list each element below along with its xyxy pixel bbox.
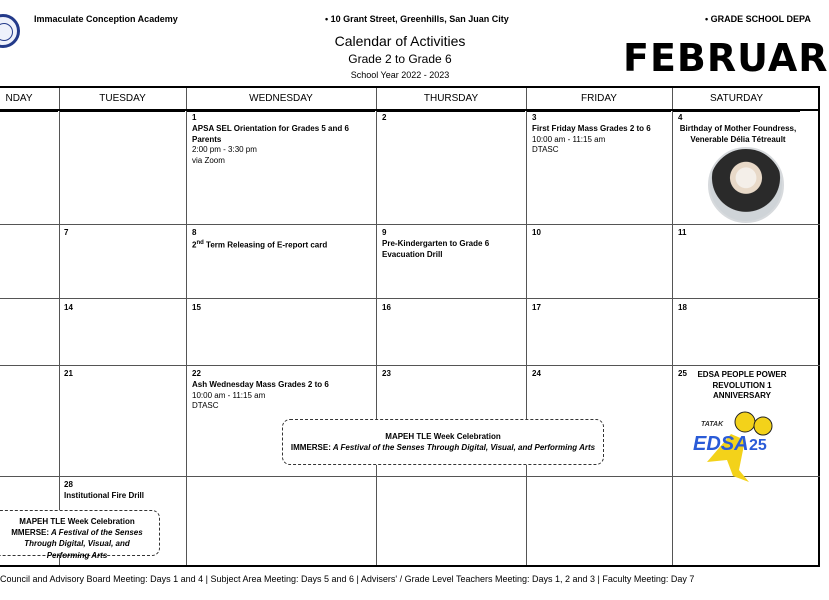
banner-title: MAPEH TLE Week Celebration	[385, 432, 501, 441]
day-cell-15	[192, 303, 201, 314]
day-cell-10	[532, 228, 541, 239]
day-cell-9	[382, 228, 512, 260]
day-number: 11	[678, 228, 687, 237]
event-title: Institutional Fire Drill	[64, 490, 145, 500]
day-number: 21	[64, 369, 73, 378]
event-title: APSA SEL Orientation for Grades 5 and 6 Parents	[192, 123, 349, 144]
column-header-wednesday: WEDNESDAY	[187, 88, 375, 112]
day-number: 1	[192, 113, 197, 122]
banner-text: MMERSE: A Festival of the Senses Through Digital, Visual, and Performing Arts	[11, 528, 143, 560]
day-number: 14	[64, 303, 73, 312]
day-cell-21	[64, 369, 73, 380]
banner-title: MAPEH TLE Week Celebration	[19, 517, 135, 526]
department-label: • GRADE SCHOOL DEPA	[705, 14, 811, 24]
day-number: 24	[532, 369, 541, 378]
column-header-monday: NDAY	[0, 88, 58, 112]
header-divider	[0, 109, 820, 111]
day-number: 23	[382, 369, 391, 378]
day-cell-17	[532, 303, 541, 314]
day-cell-8	[192, 228, 372, 251]
grid-divider	[0, 365, 820, 366]
grid-divider	[526, 88, 527, 565]
column-header-saturday: SATURDAY	[673, 88, 800, 112]
event-place: DTASC	[532, 145, 559, 155]
school-address: • 10 Grant Street, Greenhills, San Juan City	[325, 14, 509, 24]
day-number: 28	[64, 480, 73, 489]
day-cell-22	[192, 369, 372, 412]
day-cell-2	[382, 113, 522, 124]
event-title: 2nd Term Releasing of E-report card	[192, 239, 328, 250]
day-cell-23	[382, 369, 391, 380]
day-cell-25	[678, 369, 798, 402]
event-title: First Friday Mass Grades 2 to 6	[532, 123, 651, 133]
column-header-thursday: THURSDAY	[377, 88, 525, 112]
mapeh-tle-banner-small	[0, 510, 160, 560]
grid-divider	[0, 224, 820, 225]
day-cell-16	[382, 303, 391, 314]
day-number: 22	[192, 369, 201, 378]
event-title: EDSA PEOPLE POWER REVOLUTION 1 ANNIVERSARY	[697, 369, 787, 401]
school-year: School Year 2022 - 2023	[350, 70, 450, 80]
month-title: FEBRUAR	[623, 36, 829, 80]
foundress-portrait-image	[708, 147, 784, 223]
day-cell-24	[532, 369, 541, 380]
day-number: 9	[382, 228, 387, 237]
column-header-friday: FRIDAY	[527, 88, 671, 112]
day-number: 2	[382, 113, 387, 122]
day-number: 16	[382, 303, 391, 312]
event-title: Birthday of Mother Foundress, Venerable Délia Tétreault	[679, 123, 797, 144]
event-time: 2:00 pm - 3:30 pm	[192, 145, 257, 155]
mapeh-tle-banner	[282, 419, 604, 465]
edsa-25-logo	[687, 400, 783, 488]
day-cell-28	[64, 480, 184, 502]
day-number: 3	[532, 113, 537, 122]
grid-divider	[376, 88, 377, 565]
day-cell-1	[192, 113, 372, 167]
page-title: Calendar of Activities	[334, 33, 466, 49]
school-name: Immaculate Conception Academy	[34, 14, 178, 24]
meeting-schedule-footer: Council and Advisory Board Meeting: Days 1 and 4 | Subject Area Meeting: Days 5 and 6 | Advisers' / Grade Level Teachers Meeting: Days 1, 2 and 3 | Faculty Meeting: Day 7	[0, 574, 695, 584]
day-cell-11	[678, 228, 686, 239]
day-cell-18	[678, 303, 687, 314]
day-number: 17	[532, 303, 541, 312]
event-time: 10:00 am - 11:15 am	[532, 134, 606, 144]
edsa-logo-number: 25	[749, 437, 767, 454]
day-cell-3	[532, 113, 670, 156]
event-place: DTASC	[192, 401, 219, 411]
grid-divider	[0, 298, 820, 299]
day-cell-4	[678, 113, 798, 145]
day-number: 4	[678, 113, 683, 122]
day-number: 25	[678, 369, 687, 378]
event-title: Ash Wednesday Mass Grades 2 to 6	[192, 379, 329, 389]
day-number: 18	[678, 303, 687, 312]
day-cell-14	[64, 303, 73, 314]
day-number: 7	[64, 228, 69, 237]
column-header-tuesday: TUESDAY	[60, 88, 185, 112]
edsa-logo-tag: TATAK	[701, 421, 724, 428]
day-number: 10	[532, 228, 541, 237]
event-time: 10:00 am - 11:15 am	[192, 390, 266, 400]
edsa-logo-word: EDSA	[693, 433, 749, 455]
banner-text: IMMERSE: A Festival of the Senses Through Digital, Visual, and Performing Arts	[290, 443, 596, 453]
day-number: 8	[192, 228, 197, 237]
event-place: via Zoom	[192, 156, 225, 166]
grid-divider	[59, 88, 60, 565]
event-title: Pre-Kindergarten to Grade 6 Evacuation Drill	[382, 238, 490, 259]
grade-range: Grade 2 to Grade 6	[348, 52, 452, 66]
school-seal-logo	[0, 14, 20, 48]
grid-divider	[672, 88, 673, 565]
day-number: 15	[192, 303, 201, 312]
grid-divider	[186, 88, 187, 565]
day-cell-7	[64, 228, 68, 239]
